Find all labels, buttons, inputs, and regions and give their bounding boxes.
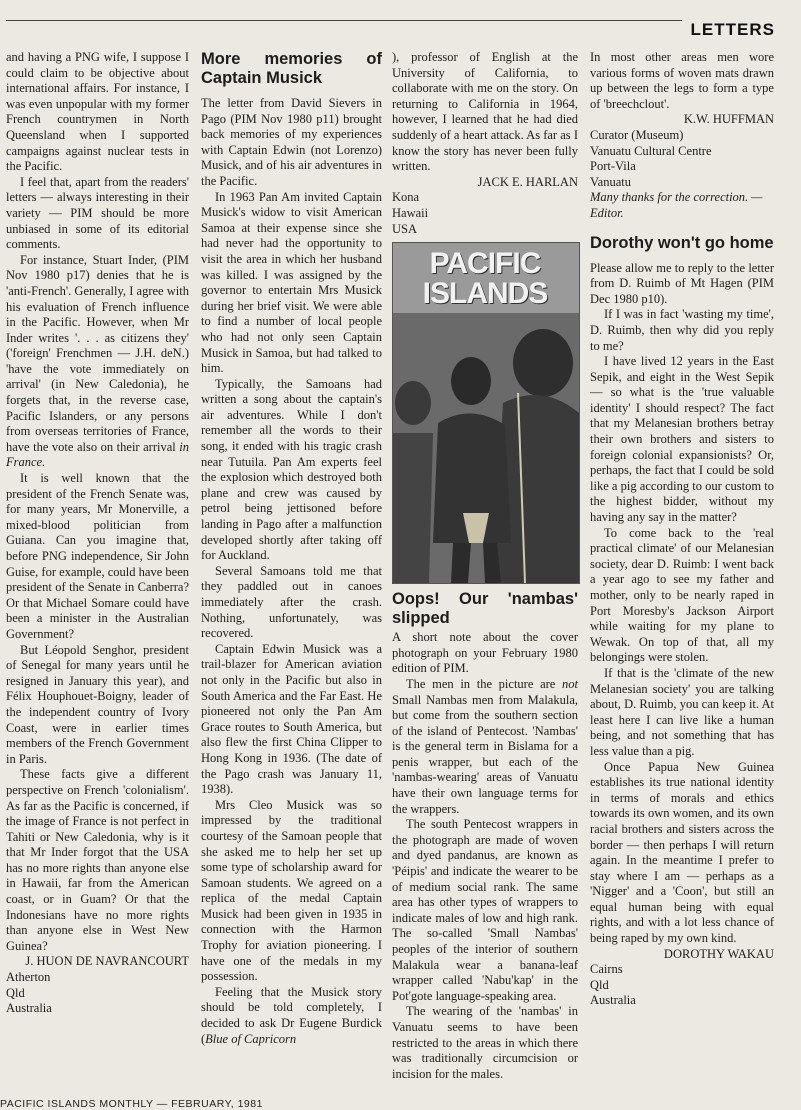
letter-paragraph: Feeling that the Musick story should be told completely, I decided to ask Dr Eugene Burdick (Blue of Capricorn <box>201 984 382 1046</box>
letter-paragraph: But Léopold Senghor, president of Senegal for many years until he resigned in January this year), and Félix Houphouet-Boigny, leader of the independent country of Ivory Coast, were in earlier times members of the French Government in Paris. <box>6 642 189 766</box>
signature: DOROTHY WAKAU <box>663 946 774 961</box>
letter-paragraph: Mrs Cleo Musick was so impressed by the traditional courtesy of the Samoan people that she asked me to help her set up some type of scholarship award for Samoan students. We agreed on a replica of the medal Captain Musick had been given in 1935 in connection with the Harmon Trophy for aviation pioneering. I have one of the medals in my possession. <box>201 797 382 984</box>
letter-paragraph: Please allow me to reply to the letter from D. Ruimb of Mt Hagen (PIM Dec 1980 p10). <box>590 260 774 306</box>
address-line: Australia <box>6 1001 52 1016</box>
letter-paragraph: It is well known that the president of the French Senate was, for many years, Mr Monerville, a mixed-blood politician from Guiana. Can you imagine that, before PNG independence, Sir John Guise, for example, could have been president of the Senate in Canberra? Or that Michael Somare could have been a minister in the Australian Government? <box>6 471 189 641</box>
letter-paragraph: These facts give a different perspective on French 'colonialism'. As far as the Pacific is concerned, if the image of France is not perfect in Tahiti or New Caledonia, why is it that Mr Inder forgot that the USA has no more rights than anyone else in Hawaii, far from the American coast, or in Guam? Or that the Indonesians have no more rights than anyone else in West New Guinea? <box>6 767 189 953</box>
emphasis: not <box>562 676 578 691</box>
letter-harlan <box>201 50 382 1047</box>
editor-note: Many thanks for the correction. — Editor. <box>590 190 763 220</box>
address-line: Port-Vila <box>590 159 636 174</box>
top-rule <box>6 20 682 21</box>
letter-paragraph: If I was in fact 'wasting my time', D. Ruimb, then why did you reply to me? <box>590 307 774 353</box>
letter-paragraph: Once Papua New Guinea establishes its true national identity in terms of morals and ethics towards its own women, and its own racial brothers and sisters across the border — then perhaps I will return again. In the meantime I prefer to stay where I am — perhaps as a 'Nigger' and a 'Coon', but still an equal human being with equal rights, and with a lot less chance of being raped by my own kind. <box>590 759 774 946</box>
headline: Oops! Our 'nambas' slipped <box>392 590 578 628</box>
headline: Dorothy won't go home <box>590 233 774 252</box>
letter-paragraph: The men in the picture are not Small Nambas men from Malakula, but come from the southern section of the island of Pentecost. 'Nambas' is the general term in Bislama for a penis wrapper, but each of the 'nambas-wearing' areas of Vanuatu have their own language terms for the wrappers. <box>392 676 578 816</box>
letter-paragraph: The south Pentecost wrappers in the photograph are made of woven and dyed pandanus, are known as 'Péipis' and indicate the wearer to be of medium social rank. The same area has other types of wrappers to indicate males of low and high rank. The so-called 'Small Nambas' peoples of the interior of southern Malakula wear a banana-leaf wrapper called 'Nabu'kap' in the Pot'gote language-speaking area. <box>392 817 578 1003</box>
column-four <box>590 50 774 1009</box>
address-line: USA <box>392 221 418 236</box>
letter-paragraph: and having a PNG wife, I suppose I could claim to be objective about international affairs. For instance, I was even unpopular with my former French countrymen in North Queensland when I supported campaigns against nuclear tests in the Pacific. <box>6 50 189 174</box>
letter-paragraph: Typically, the Samoans had written a song about the captain's air adventures. While I don't remember all the words to their song, it ended with his tragic crash near Tutuila. Pan Am experts feel the explosion which destroyed both plane and crew was caused by petrol being jettisoned before landing in Pago after a malfunction developed shortly after taking off for Auckland. <box>201 376 382 563</box>
column-three <box>392 50 578 1082</box>
address-line: Qld <box>590 977 609 992</box>
address-line: Vanuatu <box>590 174 631 189</box>
letter-paragraph: I have lived 12 years in the East Sepik, and eight in the West Sepik — so what is the 'true valuable identity' I should respect? The fact that my Melanesian brothers betray their own brothers and sisters to foreign colonial expansionists? Or, perhaps, the fact that I could be sold like a pig according to our custom to the highest bidder, without my having any say in the matter? <box>590 354 774 525</box>
signature: J. HUON DE NAVRANCOURT <box>25 954 189 969</box>
address-line: Cairns <box>590 962 623 977</box>
letter-paragraph: For instance, Stuart Inder, (PIM Nov 1980 p17) denies that he is 'anti-French'. Generally, I agree with his evaluation of French influence in the Pacific. However, when Mr Inder writes '. . . as citizens they' ('foreign' Frenchmen — J.H. deN.) 'have the vote immediately on arrival' (in New Caledonia), he forgets that, in the reverse case, Pacific Islanders, or any persons from overseas territories of France, have the vote also on their arrival in France. <box>6 252 189 470</box>
headline: More memories of Captain Musick <box>201 50 382 87</box>
magazine-masthead: PACIFIC ISLANDS <box>422 247 548 311</box>
letter-paragraph: Several Samoans told me that they paddled out in canoes immediately after the crash. Nothing, unfortunately, was recovered. <box>201 563 382 641</box>
section-title: LETTERS <box>690 20 775 39</box>
cover-photo <box>392 242 580 584</box>
letter-paragraph: To come back to the 'real practical climate' of our Melanesian society, dear D. Ruimb: I went back a year ago to see my father and mother, only to be nearly raped in Port Moresby's Jackson Airport while waiting for my plane to Wewak. On top of that, all my belongings were stolen. <box>590 525 774 665</box>
letter-paragraph: ), professor of English at the University of California, to collaborate with me on the story. On returning to California in 1964, however, I learned that he had died suddenly of a heart attack. As far as I know the story has never been fully written. <box>392 50 578 174</box>
italic-phrase: in France. <box>6 439 189 470</box>
address-line: Hawaii <box>392 205 429 220</box>
address-line: Australia <box>590 993 636 1008</box>
address-line: Qld <box>6 985 25 1000</box>
address-line: Curator (Museum) <box>590 127 684 142</box>
address-line: Vanuatu Cultural Centre <box>590 143 712 158</box>
address-line: Kona <box>392 190 420 205</box>
page-footer: PACIFIC ISLANDS MONTHLY — FEBRUARY, 1981 <box>0 1098 263 1110</box>
letter-paragraph: If that is the 'climate of the new Melanesian society' you are talking about, D. Ruimb, you can keep it. At least here I can live like a human being, and not something that has less value than a pig. <box>590 665 774 758</box>
signature: K.W. HUFFMAN <box>683 112 774 127</box>
letter-paragraph: The wearing of the 'nambas' in Vanuatu seems to have been restricted to the areas in which there was traditionally circumcision or incision for the males. <box>392 1004 578 1081</box>
signature: JACK E. HARLAN <box>477 174 578 189</box>
address-line: Atherton <box>6 970 51 985</box>
letter-paragraph: The letter from David Sievers in Pago (PIM Nov 1980 p11) brought back memories of my experiences with Captain Edwin (not Lorenzo) Musick, and of his air adventures in the Pacific. <box>201 96 382 188</box>
letter-paragraph: I feel that, apart from the readers' letters — always interesting in their variety — PIM should be more unbiased in some of its editorial comments. <box>6 174 189 252</box>
letter-paragraph: In 1963 Pan Am invited Captain Musick's widow to visit American Samoa at their expense since she had never had the opportunity to visit the area in which her husband was killed. I was assigned by the governor to entertain Mrs Musick during her brief visit. We were able to find a number of local people who had not only seen Captain Musick in Samoa, but had talked to him. <box>201 189 382 376</box>
letter-paragraph: Captain Edwin Musick was a trail-blazer for American aviation not only in the Pacific but also in South America and the Far East. He pioneered not only the Pan Am Grace routes to South America, but also flew the first China Clipper to Hong Kong in 1936. (The date of the Pago crash was January 11, 1938). <box>201 641 382 797</box>
letter-paragraph: In most other areas men wore various forms of woven mats drawn up between the legs to form a type of 'breechclout'. <box>590 50 774 111</box>
letter-paragraph: A short note about the cover photograph on your February 1980 edition of PIM. <box>392 630 578 676</box>
book-title: Blue of Capricorn <box>205 1031 297 1046</box>
letter-navrancourt <box>6 50 189 1017</box>
